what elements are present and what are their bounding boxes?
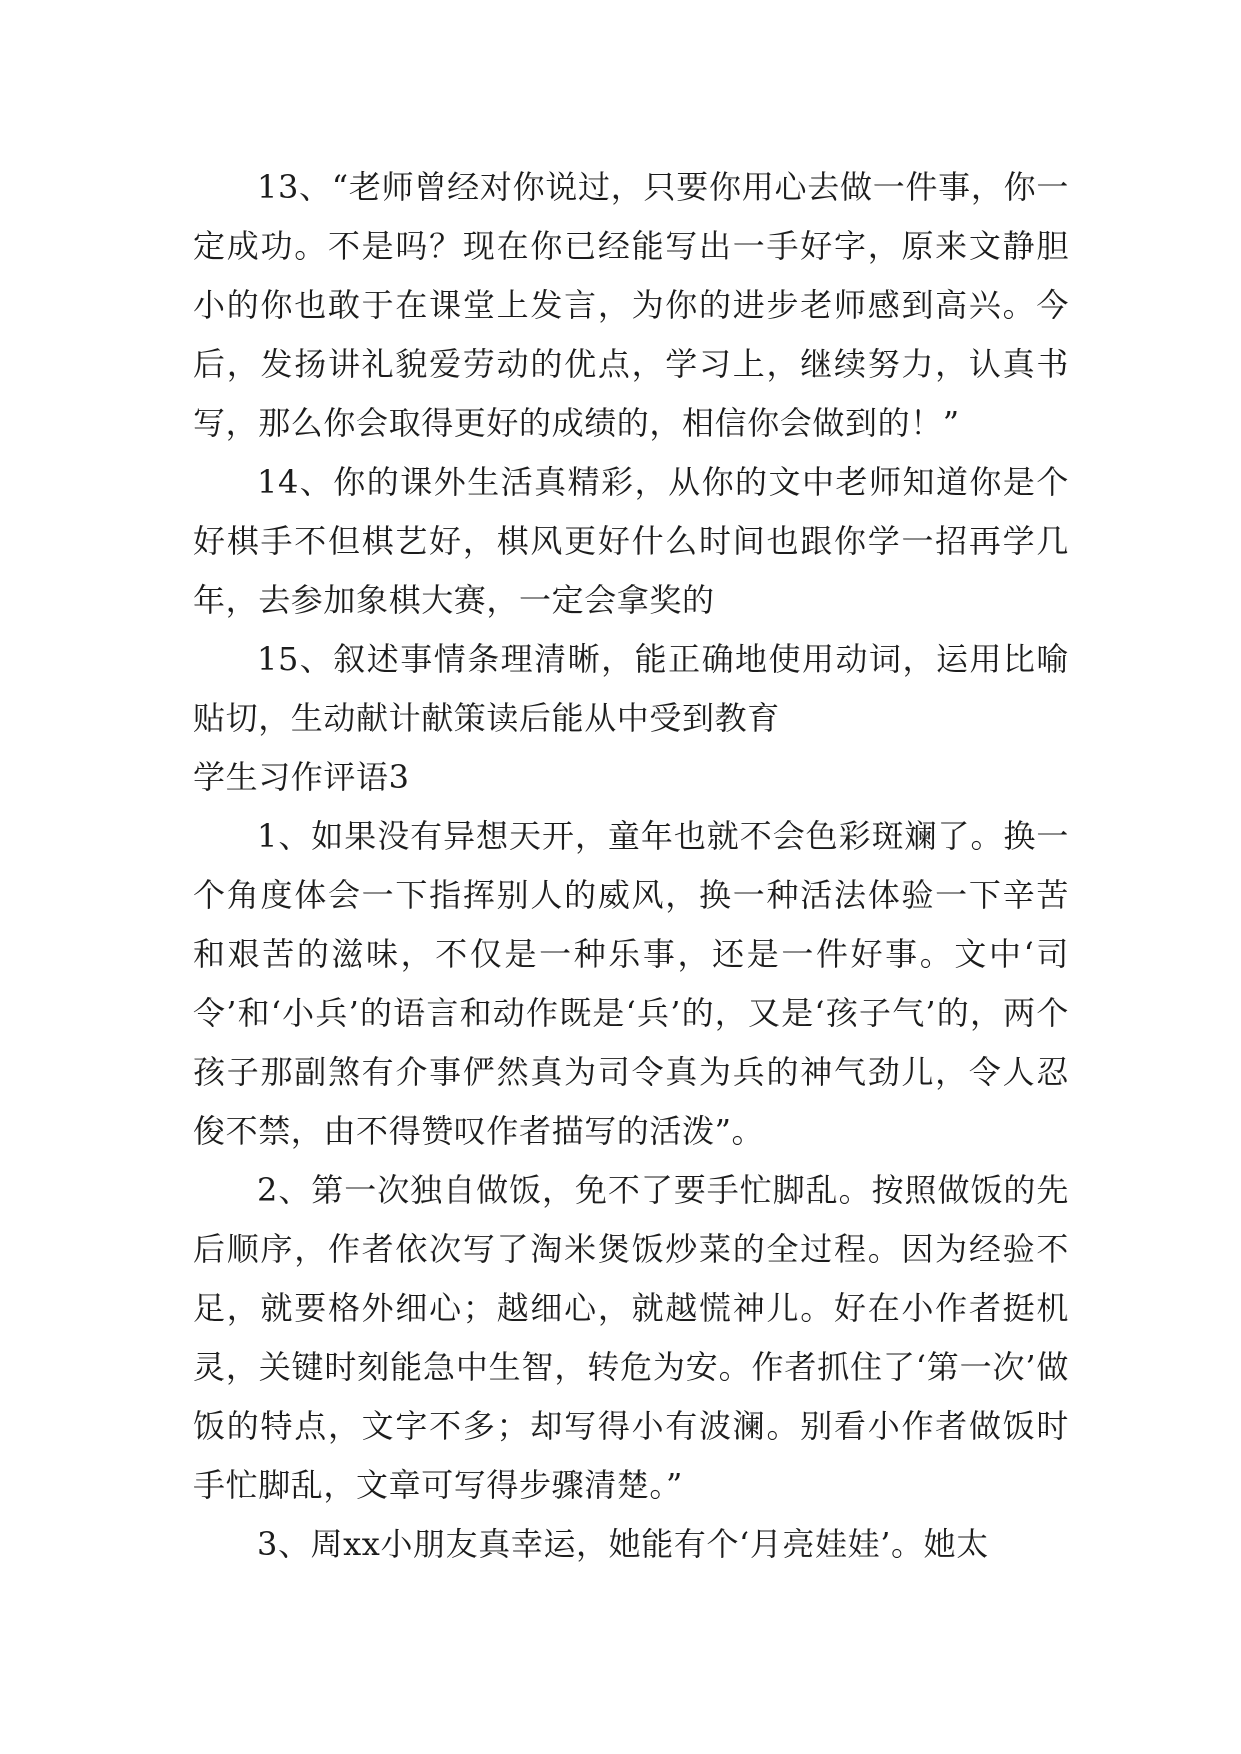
comment-paragraph-13: 13、“老师曾经对你说过，只要你用心去做一件事，你一定成功。不是吗？现在你已经能写出一手好字，原来文静胆小的你也敢于在课堂上发言，为你的进步老师感到高兴。今后，发扬讲礼貌爱劳动的优点，学习上，继续努力，认真书写，那么你会取得更好的成绩的，相信你会做到的！” [193,168,1069,442]
comment-paragraph-3: 3、周xx小朋友真幸运，她能有个‘月亮娃娃’。她太 [257,1525,989,1563]
comment-paragraph-1: 1、如果没有异想天开，童年也就不会色彩斑斓了。换一个角度体会一下指挥别人的威风，换一种活法体验一下辛苦和艰苦的滋味，不仅是一种乐事，还是一件好事。文中‘司令’和‘小兵’的语言和动作既是‘兵’的，又是‘孩子气’的，两个孩子那副煞有介事俨然真为司令真为兵的神气劲儿，令人忍俊不禁，由不得赞叹作者描写的活泼”。 [193,817,1069,1150]
section-heading: 学生习作评语3 [193,758,410,796]
comment-paragraph-2: 2、第一次独自做饭，免不了要手忙脚乱。按照做饭的先后顺序，作者依次写了淘米煲饭炒菜的全过程。因为经验不足，就要格外细心；越细心，就越慌神儿。好在小作者挺机灵，关键时刻能急中生智，转危为安。作者抓住了‘第一次’做饭的特点，文字不多；却写得小有波澜。别看小作者做饭时手忙脚乱，文章可写得步骤清楚。” [193,1171,1069,1504]
document-body [193,158,1069,1574]
comment-paragraph-15: 15、叙述事情条理清晰，能正确地使用动词，运用比喻贴切，生动献计献策读后能从中受到教育 [193,640,1069,737]
comment-paragraph-14: 14、你的课外生活真精彩，从你的文中老师知道你是个好棋手不但棋艺好，棋风更好什么时间也跟你学一招再学几年，去参加象棋大赛，一定会拿奖的 [193,463,1069,619]
